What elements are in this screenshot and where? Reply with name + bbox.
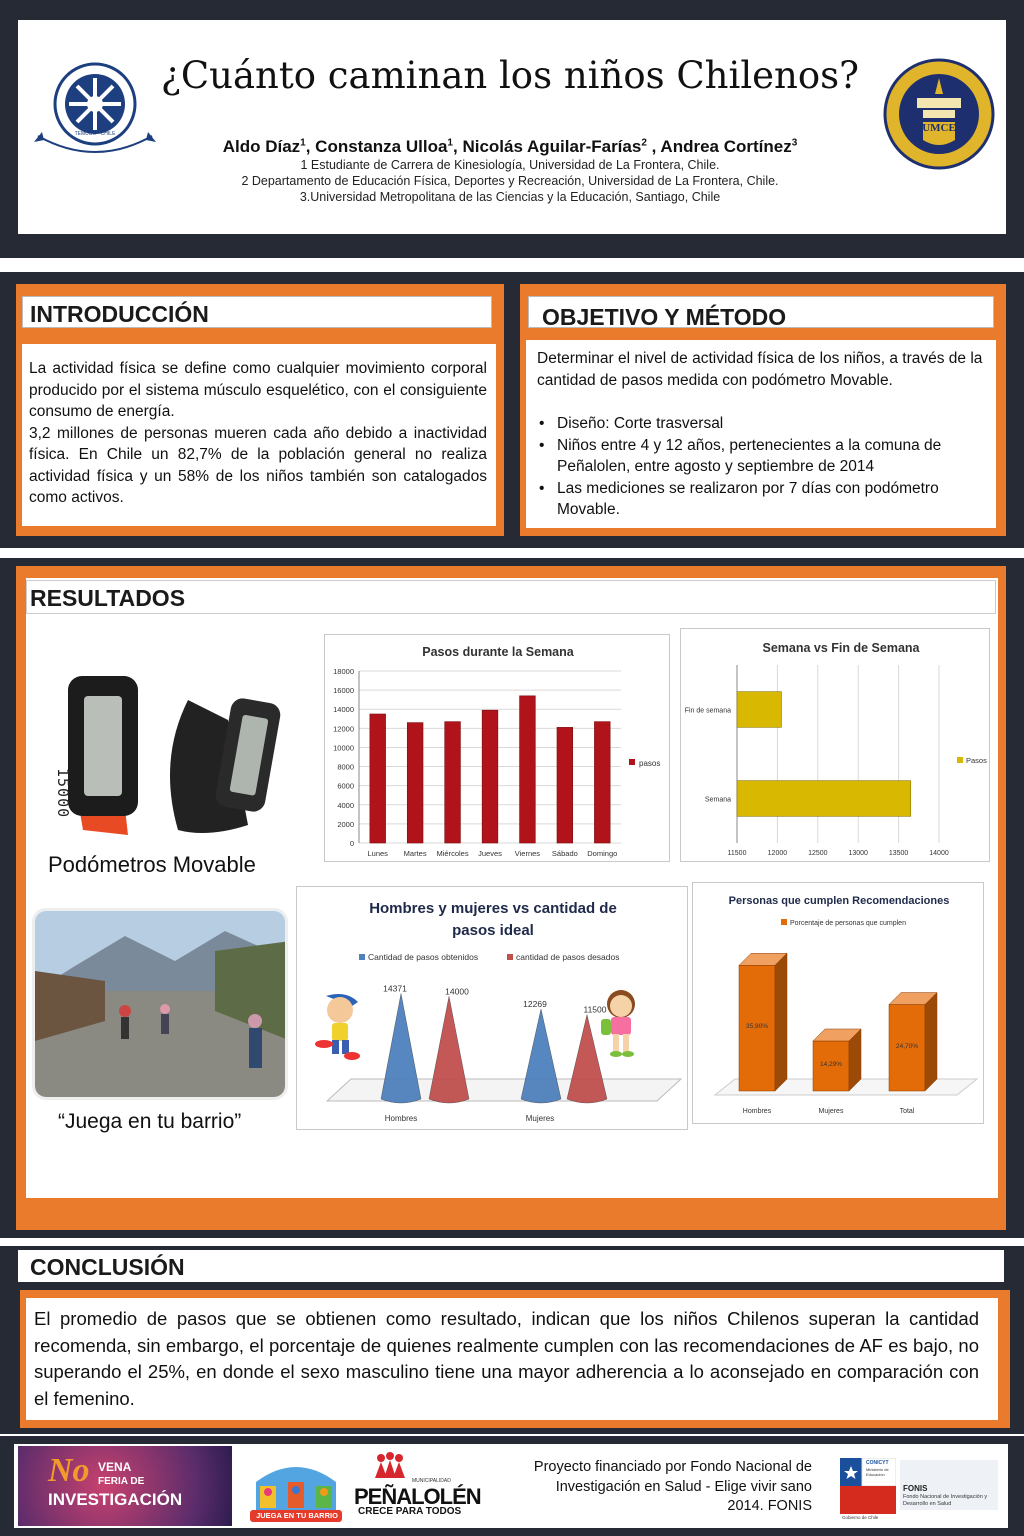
objetivo-text: Determinar el nivel de actividad física de los niños, a través de la cantidad de pasos medida con podómetro Movable. bbox=[537, 350, 983, 389]
objetivo-bullet: • Las mediciones se realizaron por 7 días con podómetro Movable. bbox=[537, 478, 989, 521]
objetivo-bullets bbox=[537, 413, 989, 521]
authors-line bbox=[160, 137, 860, 157]
author-sep: , bbox=[646, 137, 661, 156]
legend-swatch bbox=[359, 954, 365, 960]
objetivo-title: OBJETIVO Y MÉTODO bbox=[542, 304, 787, 330]
x-tick-label: Mujeres bbox=[525, 1114, 555, 1123]
penalolen-name: PEÑALOLÉN bbox=[354, 1484, 481, 1509]
bar-side bbox=[775, 953, 787, 1091]
ufro-logo-city: TEMUCO · CHILE bbox=[74, 131, 116, 137]
feria-logo bbox=[18, 1446, 232, 1526]
feria-line2: INVESTIGACIÓN bbox=[48, 1490, 183, 1509]
fonis-sub: Fondo Nacional de Investigación y Desarrollo en Salud bbox=[903, 1494, 988, 1507]
chart-title: Semana vs Fin de Semana bbox=[762, 641, 920, 655]
y-tick-label: Fin de semana bbox=[684, 707, 731, 715]
affiliation-3: 3.Universidad Metropolitana de las Ciencias y la Educación, Santiago, Chile bbox=[299, 190, 721, 204]
data-label: 35,90% bbox=[745, 1023, 769, 1031]
objetivo-bullet: • Niños entre 4 y 12 años, pertenecientes a la comuna de Peñalolen, entre agosto y septiembre de 2014 bbox=[537, 435, 989, 478]
x-tick-label: 14000 bbox=[929, 850, 949, 857]
intro-text: La actividad física se define como cualquier movimiento corporal producido por el sistema músculo esquelético, con el consiguiente consumo de energía. 3,2 millones de personas mueren cada año debido a inactividad física. En Chile un 82,7% de la población general no realiza actividad física y un 58% de los niños también son catalogados como activos. bbox=[29, 360, 487, 506]
fonis-label: FONIS bbox=[903, 1484, 928, 1493]
intro-title: INTRODUCCIÓN bbox=[30, 301, 209, 327]
chart-title: Hombres y mujeres vs cantidad de bbox=[369, 900, 617, 917]
x-tick-label: Total bbox=[899, 1108, 915, 1115]
ufro-logo bbox=[30, 58, 160, 168]
pedometer-caption: Podómetros Movable bbox=[48, 852, 256, 877]
feria-line1: FERIA DE bbox=[98, 1476, 145, 1487]
author-name: Nicolás Aguilar-Farías bbox=[462, 137, 642, 156]
x-tick-label: Miércoles bbox=[436, 849, 469, 858]
data-label: 12269 bbox=[523, 999, 547, 1010]
barrio-caption: “Juega en tu barrio” bbox=[58, 1110, 242, 1133]
chart-semana-fin-svg bbox=[681, 629, 991, 863]
legend-swatch bbox=[629, 759, 635, 765]
conclusion-title: CONCLUSIÓN bbox=[30, 1254, 185, 1280]
affiliation-1: 1 Estudiante de Carrera de Kinesiología, Universidad de La Frontera, Chile. bbox=[300, 158, 720, 172]
legend-label: cantidad de pasos desados bbox=[516, 952, 620, 962]
author-name: Andrea Cortínez bbox=[660, 137, 792, 156]
author-name: Constanza Ulloa bbox=[315, 137, 448, 156]
x-tick-label: Hombres bbox=[384, 1114, 418, 1123]
bar bbox=[594, 722, 610, 843]
y-tick-label: 4000 bbox=[337, 800, 354, 810]
y-tick-label: 14000 bbox=[333, 705, 354, 715]
y-tick-label: 0 bbox=[349, 839, 354, 848]
pedometer-image bbox=[58, 660, 298, 850]
bar bbox=[445, 722, 461, 843]
y-tick-label: Semana bbox=[704, 796, 731, 804]
chart-semana-fin bbox=[680, 628, 990, 862]
x-tick-label: Mujeres bbox=[818, 1108, 844, 1115]
legend-label: Cantidad de pasos obtenidos bbox=[368, 952, 479, 962]
chart-floor bbox=[327, 1079, 681, 1101]
bar bbox=[557, 727, 573, 843]
data-label: 24,70% bbox=[895, 1042, 919, 1050]
bar bbox=[482, 710, 498, 843]
chart-recomendaciones bbox=[692, 882, 984, 1124]
bar-side bbox=[925, 993, 937, 1091]
affiliation-2: 2 Departamento de Educación Física, Deportes y Recreación, Universidad de La Frontera, Chile. bbox=[241, 174, 779, 188]
author-sep: , bbox=[452, 137, 463, 156]
legend-swatch bbox=[781, 919, 787, 925]
umce-logo bbox=[883, 58, 995, 170]
chart-title: Personas que cumplen Recomendaciones bbox=[728, 895, 950, 907]
x-tick-label: Jueves bbox=[478, 849, 502, 858]
muni-label: MUNICIPALIDAD bbox=[412, 1478, 451, 1484]
juega-label: JUEGA EN TU BARRIO bbox=[256, 1511, 338, 1520]
y-tick-label: 12000 bbox=[333, 724, 354, 734]
author-name: Aldo Díaz bbox=[222, 137, 301, 156]
y-tick-label: 10000 bbox=[333, 743, 354, 753]
feria-no: No bbox=[48, 1452, 90, 1489]
author-sup: 1 bbox=[447, 137, 453, 149]
y-tick-label: 16000 bbox=[333, 686, 354, 696]
author-sup: 2 bbox=[641, 137, 647, 149]
feria-vena: VENA bbox=[98, 1460, 132, 1474]
conclusion-text: El promedio de pasos que se obtienen como resultado, indican que los niños Chilenos superan la cantidad recomenda, sin embargo, el porcentaje de quienes realmente cumplen con las recomendaciones de AF es bajo, no superando el 25%, en donde el sexo masculino tiene una mayor adherencia a lo aconsejado en comparación con el femenino. bbox=[34, 1308, 979, 1409]
y-tick-label: 6000 bbox=[337, 781, 354, 791]
x-tick-label: Hombres bbox=[742, 1108, 772, 1115]
chart-title: pasos ideal bbox=[452, 922, 534, 939]
poster-title: ¿Cuánto caminan los niños Chilenos? bbox=[161, 54, 859, 97]
cone-bar bbox=[381, 994, 421, 1103]
bar bbox=[407, 723, 423, 843]
results-title: RESULTADOS bbox=[30, 585, 186, 611]
street-photo bbox=[32, 908, 288, 1100]
data-label: 14,29% bbox=[819, 1060, 843, 1068]
x-tick-label: 13500 bbox=[888, 850, 909, 857]
x-tick-label: 13000 bbox=[848, 850, 868, 857]
gobierno-label: Gobierno de Chile bbox=[842, 1515, 879, 1520]
x-tick-label: Lunes bbox=[367, 849, 388, 858]
y-tick-label: 2000 bbox=[337, 819, 354, 829]
chart-pasos-semana-svg bbox=[325, 635, 671, 863]
bar bbox=[737, 692, 781, 728]
chart-title: Pasos durante la Semana bbox=[422, 645, 574, 659]
conicyt-label: CONICYT bbox=[866, 1460, 889, 1466]
legend-label: Porcentaje de personas que cumplen bbox=[790, 920, 906, 927]
legend-swatch bbox=[507, 954, 513, 960]
x-tick-label: Viernes bbox=[514, 849, 541, 858]
objetivo-bullet: • Diseño: Corte trasversal bbox=[537, 413, 989, 435]
data-label: 14371 bbox=[383, 983, 407, 994]
data-label: 11500 bbox=[583, 1004, 607, 1015]
x-tick-label: 12500 bbox=[808, 850, 828, 857]
watch-display-text: 15000 bbox=[54, 768, 72, 819]
x-tick-label: 11500 bbox=[727, 850, 747, 857]
data-label: 14000 bbox=[445, 986, 469, 997]
author-sup: 1 bbox=[300, 137, 306, 149]
x-tick-label: Martes bbox=[403, 849, 427, 858]
chart-recomendaciones-svg bbox=[693, 883, 985, 1125]
author-sup: 3 bbox=[791, 137, 798, 149]
girl-cartoon bbox=[596, 986, 646, 1060]
author-sep: , bbox=[305, 137, 316, 156]
cone-bar bbox=[521, 1009, 561, 1103]
penalolen-slogan: CRECE PARA TODOS bbox=[358, 1506, 462, 1517]
x-tick-label: Sábado bbox=[551, 849, 578, 858]
legend-label: pasos bbox=[639, 759, 661, 768]
conicyt-sub: Ministerio de Educación bbox=[866, 1467, 889, 1477]
penalolen-logo bbox=[372, 1452, 408, 1480]
chart-pasos-semana bbox=[324, 634, 670, 862]
bar bbox=[370, 714, 386, 843]
bar bbox=[520, 696, 536, 843]
x-tick-label: 12000 bbox=[767, 850, 788, 857]
umce-initials: UMCE bbox=[922, 122, 956, 134]
bar bbox=[737, 781, 911, 817]
legend-swatch bbox=[957, 757, 963, 763]
y-tick-label: 8000 bbox=[337, 762, 354, 772]
cone-bar bbox=[429, 996, 469, 1103]
boy-cartoon bbox=[306, 992, 368, 1062]
y-tick-label: 18000 bbox=[333, 667, 354, 676]
x-tick-label: Domingo bbox=[587, 849, 618, 858]
funding-text: Proyecto financiado por Fondo Nacional de Investigación en Salud - Elige vivir sano 2014. FONIS bbox=[533, 1459, 812, 1514]
legend-label: Pasos bbox=[966, 756, 987, 765]
